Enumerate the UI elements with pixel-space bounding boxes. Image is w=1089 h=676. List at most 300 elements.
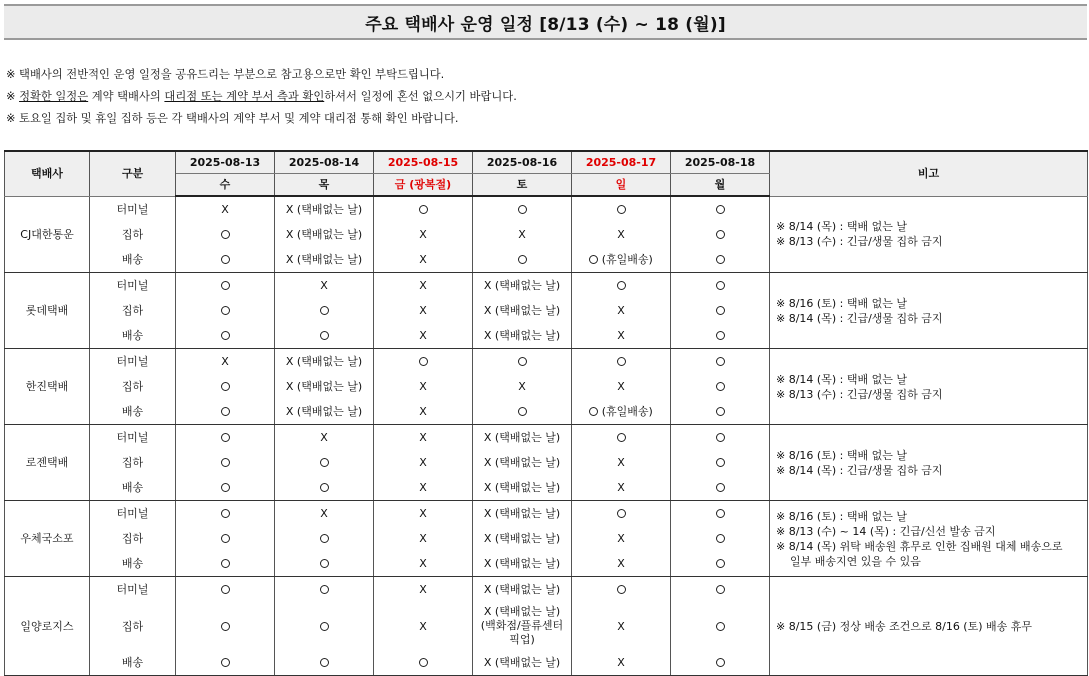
circle-icon <box>716 331 725 340</box>
cell-text: X <box>320 507 328 520</box>
cell-text: X <box>617 656 625 669</box>
cell-text-line: (백화점/플류센터 <box>480 619 564 632</box>
status-cell <box>176 450 275 475</box>
schedule-body <box>5 196 1088 676</box>
status-cell <box>275 399 374 425</box>
status-cell <box>473 222 572 247</box>
cell-text-line: 픽업) <box>509 633 535 646</box>
circle-icon <box>716 357 725 366</box>
remarks-cell <box>770 577 1088 676</box>
circle-icon <box>221 559 230 568</box>
cell-text <box>716 329 725 342</box>
remark-line: ※ 8/14 (목) : 택배 없는 날 <box>776 372 907 386</box>
cell-text <box>221 557 230 570</box>
cell-text <box>221 253 230 266</box>
status-cell <box>473 247 572 273</box>
status-cell <box>374 450 473 475</box>
header-date-holiday: 2025-08-15 <box>374 151 473 174</box>
cell-text <box>518 203 527 216</box>
header-date-holiday: 2025-08-17 <box>572 151 671 174</box>
circle-icon <box>716 458 725 467</box>
circle-icon <box>221 585 230 594</box>
circle-icon <box>518 357 527 366</box>
status-cell <box>572 602 671 650</box>
circle-icon <box>716 622 725 631</box>
status-cell <box>176 323 275 349</box>
cell-text <box>221 228 230 241</box>
cell-text: X <box>617 456 625 469</box>
notice-2 <box>6 86 517 108</box>
header-carrier: 택배사 <box>5 151 90 196</box>
status-cell <box>176 399 275 425</box>
cell-text <box>617 507 626 520</box>
category-label: 집하 <box>90 222 176 247</box>
cell-text: X <box>320 279 328 292</box>
header-remarks: 비고 <box>770 151 1088 196</box>
status-cell <box>473 425 572 451</box>
table-row <box>5 577 1088 603</box>
notice-2-text-1: 계약 택배사의 <box>88 90 165 103</box>
title-bar <box>4 4 1087 40</box>
cell-text: X <box>617 619 625 633</box>
status-cell <box>671 323 770 349</box>
remark-line: ※ 8/14 (목) : 긴급/생물 집하 금지 <box>776 311 943 325</box>
status-cell <box>275 298 374 323</box>
remark-line: ※ 8/16 (토) : 택배 없는 날 <box>776 448 907 462</box>
status-cell <box>374 399 473 425</box>
remark-line: ※ 8/13 (수) : 긴급/생물 집하 금지 <box>776 387 943 401</box>
cell-text <box>617 583 626 596</box>
cell-text: X (택배없는 날) <box>483 329 561 342</box>
circle-icon <box>320 306 329 315</box>
status-cell <box>374 425 473 451</box>
status-cell <box>572 399 671 425</box>
cell-text <box>221 656 230 669</box>
status-cell <box>572 323 671 349</box>
cell-text: X (택배없는 날) <box>285 355 363 368</box>
circle-icon <box>221 306 230 315</box>
remarks-cell <box>770 349 1088 425</box>
status-cell <box>473 602 572 650</box>
status-cell <box>671 475 770 501</box>
carrier-name: CJ대한통운 <box>5 196 90 273</box>
circle-icon <box>617 357 626 366</box>
carrier-name: 롯데택배 <box>5 273 90 349</box>
status-cell <box>671 222 770 247</box>
header-date: 2025-08-13 <box>176 151 275 174</box>
cell-text: X <box>518 228 526 241</box>
status-cell <box>275 374 374 399</box>
circle-icon <box>221 331 230 340</box>
category-label: 터미널 <box>90 425 176 451</box>
cell-text: X (택배없는 날) <box>285 380 363 393</box>
status-cell <box>473 501 572 527</box>
status-cell <box>572 247 671 273</box>
cell-text: X <box>518 380 526 393</box>
status-cell <box>176 526 275 551</box>
status-cell <box>275 602 374 650</box>
header-day-holiday: 금 (광복절) <box>374 174 473 197</box>
category-label: 집하 <box>90 526 176 551</box>
circle-icon <box>716 230 725 239</box>
circle-icon <box>221 433 230 442</box>
status-cell <box>275 450 374 475</box>
cell-text <box>221 329 230 342</box>
status-cell <box>572 349 671 375</box>
notice-list <box>6 64 517 130</box>
cell-text: X (택배없는 날) <box>483 507 561 520</box>
remark-line: ※ 8/15 (금) 정상 배송 조건으로 8/16 (토) 배송 휴무 <box>776 619 1033 633</box>
circle-icon <box>419 357 428 366</box>
header-date: 2025-08-18 <box>671 151 770 174</box>
circle-icon <box>716 407 725 416</box>
cell-text: X (택배없는 날) <box>285 203 363 216</box>
header-day: 월 <box>671 174 770 197</box>
status-cell <box>176 374 275 399</box>
status-cell <box>572 298 671 323</box>
cell-text <box>419 355 428 368</box>
remarks-cell <box>770 196 1088 273</box>
circle-icon <box>518 407 527 416</box>
circle-icon <box>320 658 329 667</box>
cell-text <box>221 620 230 633</box>
status-cell <box>473 450 572 475</box>
cell-text: X (택배없는 날) <box>483 279 561 292</box>
status-cell <box>374 602 473 650</box>
circle-icon <box>716 658 725 667</box>
cell-text <box>716 228 725 241</box>
cell-text <box>617 431 626 444</box>
notice-2-prefix: ※ <box>6 90 20 103</box>
cell-text <box>716 355 725 368</box>
circle-icon <box>221 407 230 416</box>
circle-icon <box>716 483 725 492</box>
circle-icon <box>716 281 725 290</box>
cell-text: X (택배없는 날) <box>483 481 561 494</box>
status-cell <box>671 501 770 527</box>
status-cell <box>473 323 572 349</box>
status-cell <box>176 425 275 451</box>
cell-text: X <box>419 431 427 444</box>
status-cell <box>176 273 275 299</box>
status-cell <box>275 551 374 577</box>
status-cell <box>473 551 572 577</box>
remark-line: ※ 8/14 (목) : 택배 없는 날 <box>776 220 907 234</box>
remark-line: ※ 8/14 (목) 위탁 배송원 휴무로 인한 집배원 대체 배송으로 <box>776 539 1063 553</box>
cell-text: X <box>617 228 625 241</box>
status-cell <box>275 475 374 501</box>
header-day: 수 <box>176 174 275 197</box>
cell-text <box>221 431 230 444</box>
cell-text: X <box>617 481 625 494</box>
cell-text <box>320 557 329 570</box>
cell-text: (휴일배송) <box>589 405 653 418</box>
table-row <box>5 501 1088 527</box>
cell-text: X <box>617 329 625 342</box>
cell-text: (휴일배송) <box>589 253 653 266</box>
cell-text: X (택배없는 날) <box>483 456 561 469</box>
status-cell <box>275 501 374 527</box>
category-label: 배송 <box>90 551 176 577</box>
status-cell <box>275 526 374 551</box>
cell-text: X <box>419 532 427 545</box>
cell-text <box>617 203 626 216</box>
circle-icon <box>617 585 626 594</box>
cell-text <box>716 583 725 596</box>
status-cell <box>275 273 374 299</box>
cell-text: X <box>221 355 229 368</box>
status-cell <box>176 298 275 323</box>
category-label: 배송 <box>90 247 176 273</box>
cell-text: X <box>419 228 427 241</box>
notice-3: ※ 토요일 집하 및 휴일 집하 등은 각 택배사의 계약 부서 및 계약 대리점 통해 확인 바랍니다. <box>6 112 459 125</box>
notice-1: ※ 택배사의 전반적인 운영 일정을 공유드리는 부분으로 참고용으로만 확인 부탁드립니다. <box>6 68 445 81</box>
status-cell <box>374 349 473 375</box>
cell-text: X (택배없는 날) <box>483 431 561 444</box>
remarks-cell <box>770 273 1088 349</box>
cell-text <box>716 253 725 266</box>
cell-text <box>716 380 725 393</box>
status-cell <box>671 374 770 399</box>
cell-text: X <box>419 481 427 494</box>
status-cell <box>176 551 275 577</box>
status-cell <box>275 425 374 451</box>
status-cell <box>374 551 473 577</box>
cell-text: X (택배없는 날) <box>483 656 561 669</box>
circle-icon <box>716 433 725 442</box>
cell-text <box>716 557 725 570</box>
page-title: 주요 택배사 운영 일정 [8/13 (수) ~ 18 (월)] <box>365 14 726 35</box>
status-cell <box>374 526 473 551</box>
category-label: 배송 <box>90 475 176 501</box>
notice-2-underline-2: 대리점 또는 계약 부서 측과 확인 <box>164 90 325 103</box>
status-cell <box>572 551 671 577</box>
cell-text: X (택배없는 날) <box>483 304 561 317</box>
status-cell <box>374 298 473 323</box>
circle-icon <box>419 205 428 214</box>
cell-text <box>617 355 626 368</box>
cell-text <box>419 203 428 216</box>
status-cell <box>275 577 374 603</box>
cell-text: X (택배없는 날) <box>483 583 561 596</box>
remark-line: ※ 8/13 (수) ~ 14 (목) : 긴급/신선 발송 금지 <box>776 524 996 538</box>
cell-text <box>716 304 725 317</box>
cell-text: X <box>419 557 427 570</box>
status-cell <box>473 349 572 375</box>
remarks-cell <box>770 501 1088 577</box>
cell-text <box>320 532 329 545</box>
cell-text <box>518 355 527 368</box>
status-cell <box>473 374 572 399</box>
circle-icon <box>716 559 725 568</box>
circle-icon <box>320 331 329 340</box>
status-cell <box>374 501 473 527</box>
remark-line: ※ 8/16 (토) : 택배 없는 날 <box>776 296 907 310</box>
circle-icon <box>320 585 329 594</box>
category-label: 배송 <box>90 323 176 349</box>
cell-text <box>320 620 329 633</box>
status-cell <box>374 273 473 299</box>
circle-icon <box>716 534 725 543</box>
cell-text: X <box>320 431 328 444</box>
category-label: 터미널 <box>90 501 176 527</box>
status-cell <box>275 349 374 375</box>
cell-text: X <box>419 253 427 266</box>
category-label: 배송 <box>90 399 176 425</box>
category-label: 집하 <box>90 602 176 650</box>
header-date: 2025-08-14 <box>275 151 374 174</box>
circle-icon <box>320 534 329 543</box>
status-cell <box>473 298 572 323</box>
cell-text <box>617 279 626 292</box>
status-cell <box>572 501 671 527</box>
cell-text: X <box>617 557 625 570</box>
circle-icon <box>320 622 329 631</box>
circle-icon <box>716 382 725 391</box>
circle-icon <box>617 205 626 214</box>
cell-text: X (택배없는 날) <box>285 405 363 418</box>
status-cell <box>671 602 770 650</box>
notice-2-text-2: 하셔서 일정에 혼선 없으시기 바랍니다. <box>324 90 517 103</box>
cell-text: X <box>419 456 427 469</box>
cell-text <box>716 456 725 469</box>
cell-text <box>320 456 329 469</box>
status-cell <box>176 602 275 650</box>
circle-icon <box>589 407 598 416</box>
cell-text: X <box>617 380 625 393</box>
remark-line: ※ 8/14 (목) : 긴급/생물 집하 금지 <box>776 463 943 477</box>
status-cell <box>176 196 275 222</box>
status-cell <box>671 450 770 475</box>
circle-icon <box>320 483 329 492</box>
cell-text <box>716 203 725 216</box>
header-date: 2025-08-16 <box>473 151 572 174</box>
status-cell <box>275 323 374 349</box>
status-cell <box>275 650 374 676</box>
status-cell <box>671 551 770 577</box>
cell-text <box>716 532 725 545</box>
notice-2-underline-1: 정확한 일정은 <box>19 90 89 103</box>
circle-icon <box>320 559 329 568</box>
cell-text <box>320 304 329 317</box>
remark-line: ※ 8/16 (토) : 택배 없는 날 <box>776 509 907 523</box>
circle-icon <box>617 433 626 442</box>
cell-text <box>320 481 329 494</box>
status-cell <box>473 399 572 425</box>
cell-text: X (택배없는 날) <box>483 557 561 570</box>
cell-text: X <box>419 405 427 418</box>
status-cell <box>572 450 671 475</box>
table-row <box>5 196 1088 222</box>
status-cell <box>275 222 374 247</box>
circle-icon <box>221 622 230 631</box>
status-cell <box>374 577 473 603</box>
table-row <box>5 273 1088 299</box>
status-cell <box>176 577 275 603</box>
status-cell <box>572 577 671 603</box>
cell-text <box>221 380 230 393</box>
status-cell <box>374 247 473 273</box>
circle-icon <box>221 509 230 518</box>
cell-text: X <box>419 279 427 292</box>
status-cell <box>374 222 473 247</box>
circle-icon <box>617 281 626 290</box>
circle-icon <box>518 255 527 264</box>
status-cell <box>572 425 671 451</box>
status-cell <box>671 425 770 451</box>
status-cell <box>176 501 275 527</box>
category-label: 배송 <box>90 650 176 676</box>
circle-icon <box>221 255 230 264</box>
cell-text: X <box>419 329 427 342</box>
status-cell <box>176 650 275 676</box>
cell-text <box>716 656 725 669</box>
status-cell <box>572 475 671 501</box>
table-row <box>5 349 1088 375</box>
status-cell <box>275 247 374 273</box>
cell-text <box>221 279 230 292</box>
status-cell <box>473 650 572 676</box>
circle-icon <box>716 306 725 315</box>
circle-icon <box>716 585 725 594</box>
circle-icon <box>589 255 598 264</box>
circle-icon <box>716 509 725 518</box>
cell-text: X <box>419 507 427 520</box>
carrier-name: 로젠택배 <box>5 425 90 501</box>
status-cell <box>671 349 770 375</box>
status-cell <box>671 247 770 273</box>
status-cell <box>374 475 473 501</box>
status-cell <box>473 475 572 501</box>
status-cell <box>176 349 275 375</box>
status-cell <box>374 650 473 676</box>
carrier-name: 일양로지스 <box>5 577 90 676</box>
circle-icon <box>419 658 428 667</box>
category-label: 터미널 <box>90 273 176 299</box>
cell-text <box>221 405 230 418</box>
cell-text <box>221 456 230 469</box>
circle-icon <box>518 205 527 214</box>
cell-text <box>419 656 428 669</box>
carrier-name: 우체국소포 <box>5 501 90 577</box>
status-cell <box>572 222 671 247</box>
header-category: 구분 <box>90 151 176 196</box>
cell-text: X (택배없는 날) <box>285 253 363 266</box>
cell-text: X <box>221 203 229 216</box>
circle-icon <box>617 509 626 518</box>
circle-icon <box>221 281 230 290</box>
status-cell <box>671 196 770 222</box>
header-day: 목 <box>275 174 374 197</box>
cell-text: X <box>617 304 625 317</box>
remark-line: 일부 배송지연 있을 수 있음 <box>790 554 921 568</box>
category-label: 터미널 <box>90 349 176 375</box>
category-label: 터미널 <box>90 196 176 222</box>
cell-text <box>716 431 725 444</box>
circle-icon <box>320 458 329 467</box>
circle-icon <box>221 534 230 543</box>
cell-text: X <box>419 304 427 317</box>
status-cell <box>275 196 374 222</box>
status-cell <box>572 374 671 399</box>
cell-text <box>221 583 230 596</box>
status-cell <box>671 577 770 603</box>
cell-text <box>518 253 527 266</box>
status-cell <box>473 196 572 222</box>
cell-text <box>221 532 230 545</box>
schedule-table <box>4 150 1088 676</box>
cell-text <box>320 329 329 342</box>
